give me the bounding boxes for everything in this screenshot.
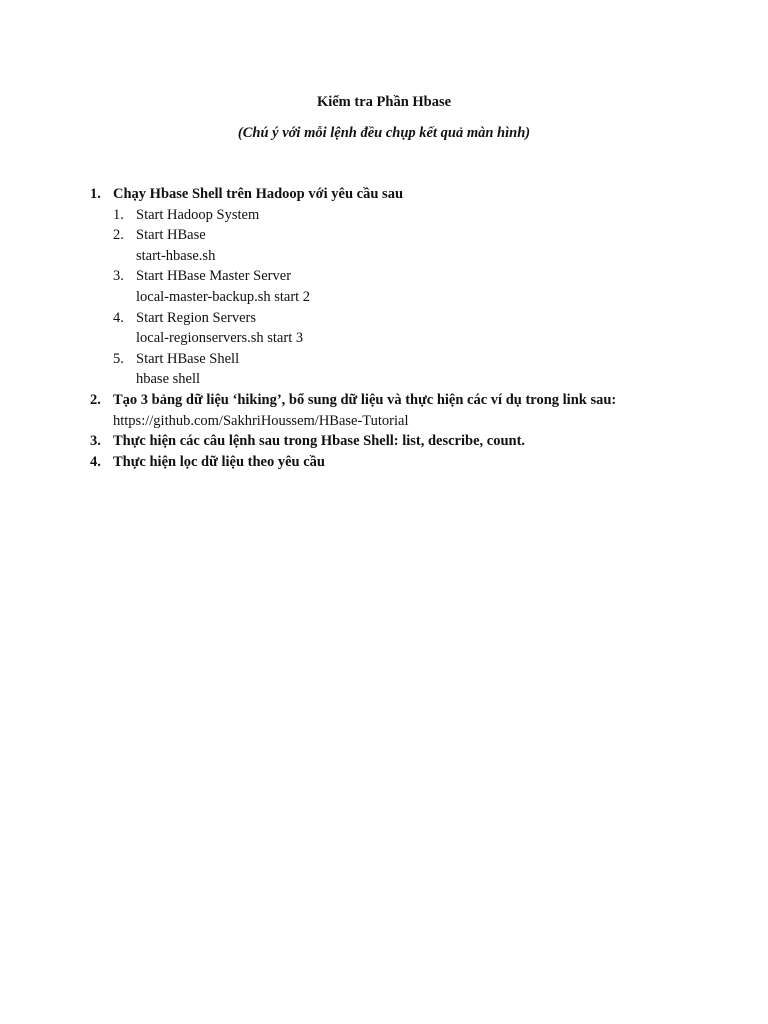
task-number: 3. [90,433,101,450]
task-item-4 [0,452,768,473]
task-text: Tạo 3 bảng dữ liệu ‘hiking’, bổ sung dữ liệu và thực hiện các ví dụ trong link sau: [113,391,617,408]
task-item-3 [0,431,768,452]
step-command: start-hbase.sh [136,247,216,264]
step-number: 3. [113,268,124,285]
step-command: local-regionservers.sh start 3 [136,330,304,347]
task-number: 1. [90,186,101,202]
step-command-4 [0,328,768,349]
step-number: 2. [113,227,124,244]
step-text: Start Hadoop System [136,206,260,223]
task-item-2 [0,390,768,411]
step-command: local-master-backup.sh start 2 [136,288,311,305]
tutorial-link[interactable]: https://github.com/SakhriHoussem/HBase-Tutorial [113,412,409,429]
step-item-1 [0,205,768,226]
page-title: Kiểm tra Phần Hbase [316,94,452,110]
step-number: 4. [113,309,124,326]
step-item-4 [0,308,768,329]
step-command-3 [0,287,768,308]
task-text: Thực hiện lọc dữ liệu theo yêu cầu [113,453,325,470]
step-item-2 [0,225,768,246]
task-number: 2. [90,391,101,408]
step-text: Start HBase Master Server [136,268,292,285]
page-subtitle: (Chú ý với mỗi lệnh đều chụp kết quả màn hình) [237,125,531,141]
task-list [0,184,768,472]
step-number: 1. [113,206,124,223]
step-text: Start HBase [136,227,206,244]
step-command-5 [0,369,768,390]
step-number: 5. [113,350,124,367]
task-number: 4. [90,453,101,470]
step-item-3 [0,266,768,287]
task-text: Thực hiện các câu lệnh sau trong Hbase Shell: list, describe, count. [113,433,526,450]
step-command: hbase shell [136,371,201,388]
step-text: Start HBase Shell [136,350,240,367]
task-link-line [0,411,768,432]
step-command-2 [0,246,768,267]
task-text: Chạy Hbase Shell trên Hadoop với yêu cầu sau [113,186,404,202]
step-text: Start Region Servers [136,309,257,326]
task-item-1 [0,184,768,205]
step-item-5 [0,349,768,370]
